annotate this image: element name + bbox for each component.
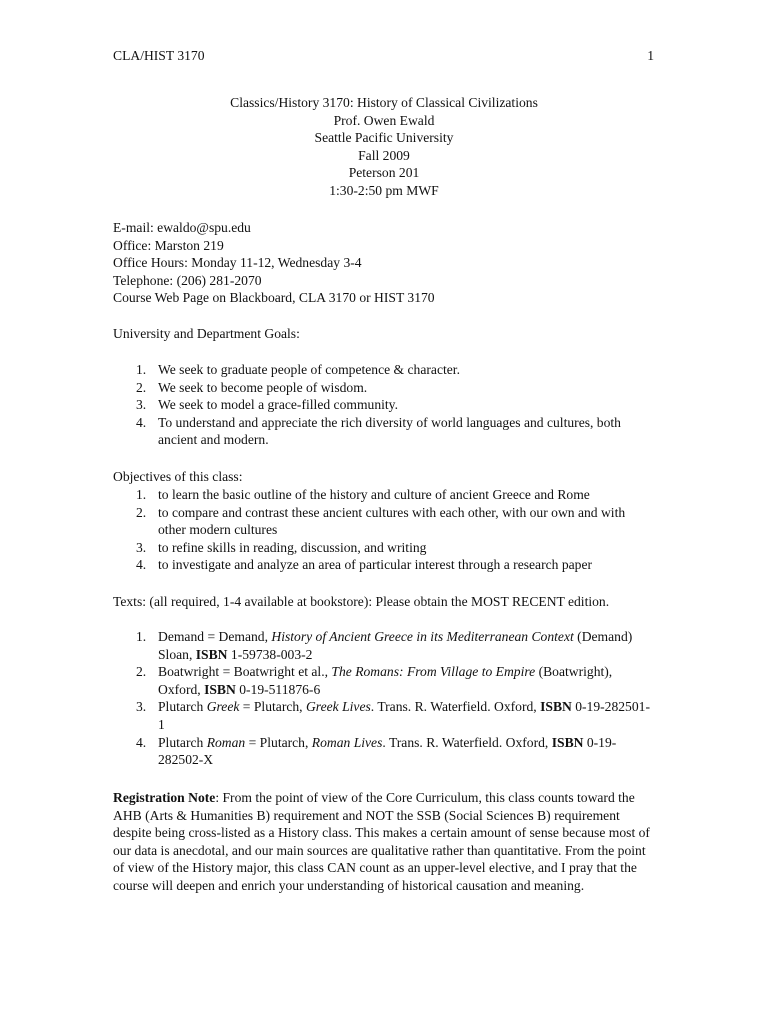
list-item: 4. To understand and appreciate the rich diversity of world languages and cultures, both ancient and modern.: [136, 414, 621, 448]
texts-intro: Texts: (all required, 1-4 available at bookstore): Please obtain the MOST RECENT edition.: [113, 594, 610, 609]
list-item: 2. We seek to become people of wisdom.: [136, 379, 368, 395]
office-line: Office: Marston 219: [113, 237, 224, 253]
title-block: [0, 94, 768, 200]
list-item: 2. to compare and contrast these ancient cultures with each other, with our own and with other modern cultures: [136, 504, 626, 538]
goals-list: [113, 361, 653, 449]
texts-list: [113, 628, 653, 769]
list-item: 1. We seek to graduate people of competence & character.: [136, 362, 460, 377]
objectives-list: [113, 486, 653, 574]
list-item: 1. Demand = Demand, History of Ancient Greece in its Mediterranean Context (Demand) Sloan, ISBN 1-59738-003-2: [136, 629, 633, 662]
university-name: Seattle Pacific University: [314, 130, 454, 146]
registration-note-text: : From the point of view of the Core Curriculum, this class counts toward the AHB (Arts & Humanities B) requirement and NOT the SSB (Social Sciences B) requirement despite being cross-listed as a History class. This makes a certain amount of sense because most of our data is anecdotal, and our main sources are qualitative rather than quantitative. From the point of view of the History major, this class CAN count as an upper-level elective, and I pray that the course will deepen and enrich your understanding of historical causation and meaning.: [113, 790, 650, 893]
list-item: 1. to learn the basic outline of the history and culture of ancient Greece and Rome: [136, 487, 590, 502]
isbn-label: ISBN: [204, 681, 236, 697]
list-item: 4. to investigate and analyze an area of particular interest through a research paper: [136, 557, 593, 573]
book-short-title: Greek: [206, 699, 240, 715]
book-short-title: Roman: [206, 734, 246, 750]
goals-heading: University and Department Goals:: [113, 326, 300, 341]
list-item: 3. to refine skills in reading, discussion, and writing: [136, 539, 427, 555]
isbn-label: ISBN: [195, 646, 228, 662]
telephone-line: Telephone: (206) 281-2070: [113, 272, 262, 288]
email-line: E-mail: ewaldo@spu.edu: [113, 220, 251, 235]
contact-info: [113, 219, 435, 307]
list-item: 4. Plutarch Roman = Plutarch, Roman Lives. Trans. R. Waterfield. Oxford, ISBN 0-19-282502-X: [136, 734, 617, 768]
web-page-line: Course Web Page on Blackboard, CLA 3170 or HIST 3170: [113, 290, 435, 306]
book-title: Roman Lives: [311, 734, 383, 750]
objectives-heading: Objectives of this class:: [113, 469, 243, 484]
term: Fall 2009: [358, 147, 410, 163]
registration-note: [113, 789, 658, 895]
room: Peterson 201: [348, 165, 420, 181]
list-item: 3. We seek to model a grace-filled community.: [136, 397, 398, 413]
book-title: History of Ancient Greece in its Mediterranean Context: [271, 629, 574, 644]
list-item: 3. Plutarch Greek = Plutarch, Greek Lives. Trans. R. Waterfield. Oxford, ISBN 0-19-282501-1: [136, 699, 650, 732]
book-title: The Romans: From Village to Empire: [331, 664, 536, 680]
list-item: 2. Boatwright = Boatwright et al., The Romans: From Village to Empire (Boatwright), Oxford, ISBN 0-19-511876-6: [136, 664, 613, 697]
page-number: 1: [647, 48, 654, 63]
course-code: CLA/HIST 3170: [113, 48, 205, 63]
meeting-time: 1:30-2:50 pm MWF: [329, 182, 439, 198]
professor-name: Prof. Owen Ewald: [333, 112, 435, 128]
isbn-label: ISBN: [551, 734, 584, 750]
registration-note-label: Registration Note: [113, 790, 216, 805]
office-hours-line: Office Hours: Monday 11-12, Wednesday 3-4: [113, 255, 362, 271]
isbn-label: ISBN: [540, 699, 572, 715]
book-title: Greek Lives: [305, 699, 371, 715]
course-title: Classics/History 3170: History of Classical Civilizations: [230, 95, 538, 110]
page-header: [113, 47, 654, 65]
